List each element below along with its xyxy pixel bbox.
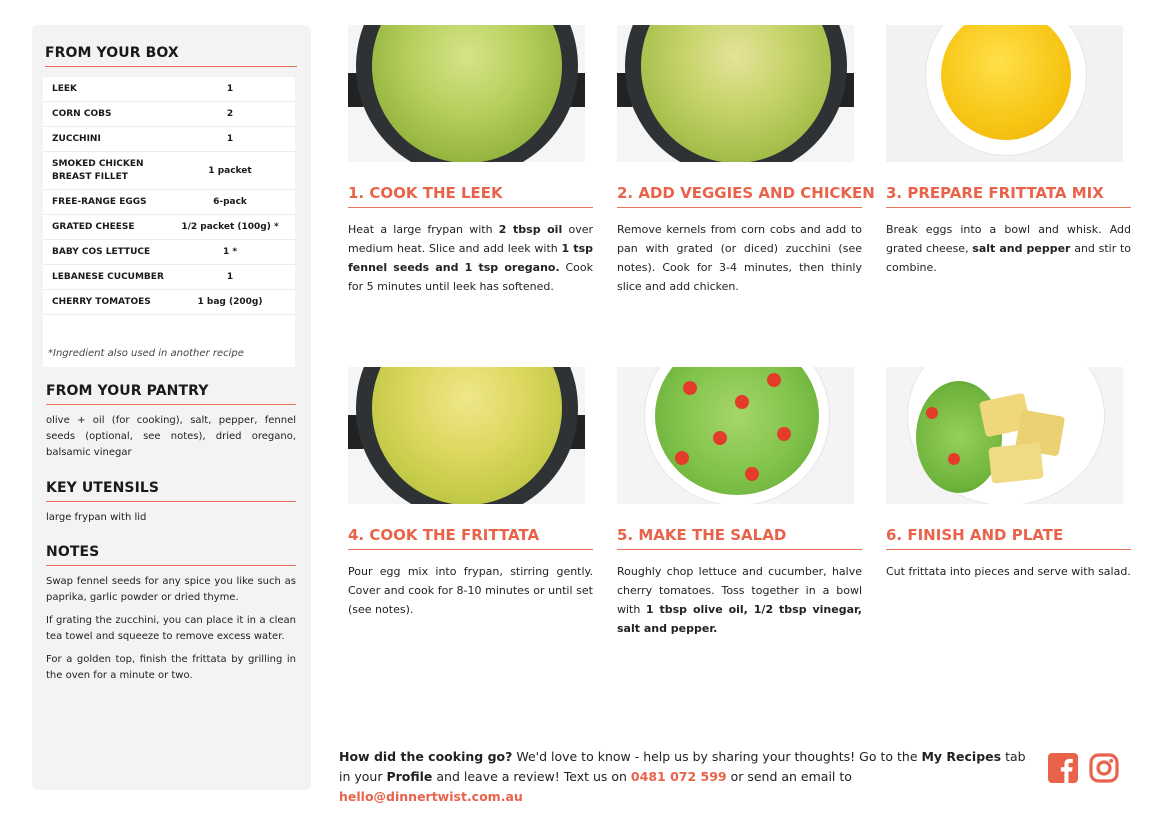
footer-text: and leave a review! Text us on: [432, 769, 631, 784]
ingredient-name: FREE-RANGE EGGS: [52, 196, 147, 207]
step-text: [886, 562, 1131, 581]
step-title: 2. ADD VEGGIES AND CHICKEN: [617, 184, 862, 208]
ingredient-row: [43, 290, 295, 315]
ingredient-row: [43, 102, 295, 127]
step-6: [886, 367, 1131, 581]
utensils-text: large frypan with lid: [46, 512, 147, 523]
ingredient-footnote: *Ingredient also used in another recipe: [48, 348, 244, 359]
note-text: If grating the zucchini, you can place it in a clean tea towel and squeeze to remove excess water.: [46, 615, 296, 642]
step-photo: [348, 367, 585, 504]
from-your-pantry-heading: FROM YOUR PANTRY: [46, 383, 296, 405]
note-text: For a golden top, finish the frittata by grilling in the oven for a minute or two.: [46, 654, 296, 681]
step-text-fragment: Roughly chop lettuce and cucumber, halve cherry tomatoes. Toss together in a bowl with: [617, 565, 862, 616]
ingredient-row: [43, 152, 295, 190]
step-text: [348, 562, 593, 619]
ingredient-qty: 1 packet: [208, 165, 252, 176]
key-utensils-heading: KEY UTENSILS: [46, 480, 296, 502]
ingredient-row: [43, 127, 295, 152]
ingredient-qty: 1: [226, 134, 234, 144]
footer-question: How did the cooking go?: [339, 749, 513, 764]
ingredient-name: BABY COS LETTUCE: [52, 246, 151, 257]
ingredient-row: [43, 240, 295, 265]
ingredient-name: LEEK: [52, 83, 78, 94]
step-photo: [886, 25, 1123, 162]
ingredient-name: CORN COBS: [52, 108, 112, 119]
step-text: [617, 562, 862, 638]
step-text-fragment: Remove kernels from corn cobs and add to pan with grated (or diced) zucchini (see notes). Cook for 3-4 minutes, then thinly slice and add chicken.: [617, 223, 862, 293]
utensils-section: [46, 480, 296, 526]
ingredient-qty: 6-pack: [213, 197, 247, 207]
my-recipes-link[interactable]: My Recipes: [921, 749, 1002, 764]
footer-text: or send an email to: [726, 769, 852, 784]
pantry-section: [46, 383, 296, 461]
step-1: [348, 25, 593, 296]
step-5: [617, 367, 862, 638]
step-4: [348, 367, 593, 619]
step-title: 4. COOK THE FRITTATA: [348, 526, 593, 550]
step-photo: [617, 25, 854, 162]
step-text-bold: 1 tbsp olive oil, 1/2 tbsp vinegar, salt and pepper.: [617, 603, 862, 635]
email-link[interactable]: hello@dinnertwist.com.au: [339, 789, 523, 804]
note-text: Swap fennel seeds for any spice you like such as paprika, garlic powder or dried thyme.: [46, 576, 296, 603]
ingredient-row: [43, 190, 295, 215]
step-text-bold: salt and pepper: [972, 242, 1071, 255]
step-photo: [348, 25, 585, 162]
ingredient-name: ZUCCHINI: [52, 133, 101, 144]
step-text-fragment: Break eggs into a bowl and whisk. Add grated cheese,: [886, 223, 1131, 255]
step-text-fragment: Pour egg mix into frypan, stirring gently. Cover and cook for 8-10 minutes or until set (see notes).: [348, 565, 593, 616]
ingredient-qty: 1: [226, 272, 234, 282]
ingredient-row: [43, 215, 295, 240]
ingredient-name: CHERRY TOMATOES: [52, 296, 151, 307]
step-photo: [886, 367, 1123, 504]
ingredient-name: SMOKED CHICKEN BREAST FILLET: [52, 158, 144, 182]
step-text: [886, 220, 1131, 277]
pantry-text: olive + oil (for cooking), salt, pepper, fennel seeds (optional, see notes), dried oregano, balsamic vinegar: [46, 415, 296, 458]
ingredient-row: [43, 77, 295, 102]
step-text: [348, 220, 593, 296]
ingredients-table: [43, 77, 295, 367]
ingredient-row: [43, 265, 295, 290]
step-2: [617, 25, 875, 296]
step-title: 5. MAKE THE SALAD: [617, 526, 862, 550]
ingredient-qty: 1 *: [222, 247, 238, 257]
ingredient-name: LEBANESE CUCUMBER: [52, 271, 164, 282]
step-text-bold: 2 tbsp oil: [498, 223, 563, 236]
step-3: [886, 25, 1131, 277]
footer-text: tab in your: [339, 749, 1026, 784]
step-text-fragment: Cook for 5 minutes until leek has softened.: [348, 261, 593, 293]
from-your-box-heading: FROM YOUR BOX: [45, 45, 297, 67]
facebook-icon[interactable]: [1048, 753, 1078, 783]
step-text-bold: 1 tsp fennel seeds and 1 tsp oregano.: [348, 242, 593, 274]
footer-text: We'd love to know - help us by sharing your thoughts! Go to the: [512, 749, 922, 764]
step-photo: [617, 367, 854, 504]
ingredient-qty: 1: [226, 84, 234, 94]
profile-link[interactable]: Profile: [386, 769, 433, 784]
notes-heading: NOTES: [46, 544, 296, 566]
ingredient-name: GRATED CHEESE: [52, 221, 135, 232]
instagram-icon[interactable]: [1089, 753, 1119, 783]
ingredient-qty: 1/2 packet (100g) *: [181, 222, 279, 232]
feedback-footer: [339, 747, 1039, 807]
step-text-fragment: Heat a large frypan with: [348, 223, 499, 236]
step-text: [617, 220, 862, 296]
step-text-fragment: and stir to combine.: [886, 242, 1131, 274]
ingredient-qty: 2: [226, 109, 234, 119]
phone-link[interactable]: 0481 072 599: [630, 769, 727, 784]
step-text-fragment: over medium heat. Slice and add leek with: [348, 223, 593, 255]
step-title: 1. COOK THE LEEK: [348, 184, 593, 208]
ingredients-sidebar: [32, 25, 311, 790]
ingredient-qty: 1 bag (200g): [197, 297, 263, 307]
step-text-fragment: Cut frittata into pieces and serve with salad.: [886, 565, 1131, 578]
notes-section: [46, 544, 296, 684]
step-title: 3. PREPARE FRITTATA MIX: [886, 184, 1131, 208]
step-title: 6. FINISH AND PLATE: [886, 526, 1131, 550]
